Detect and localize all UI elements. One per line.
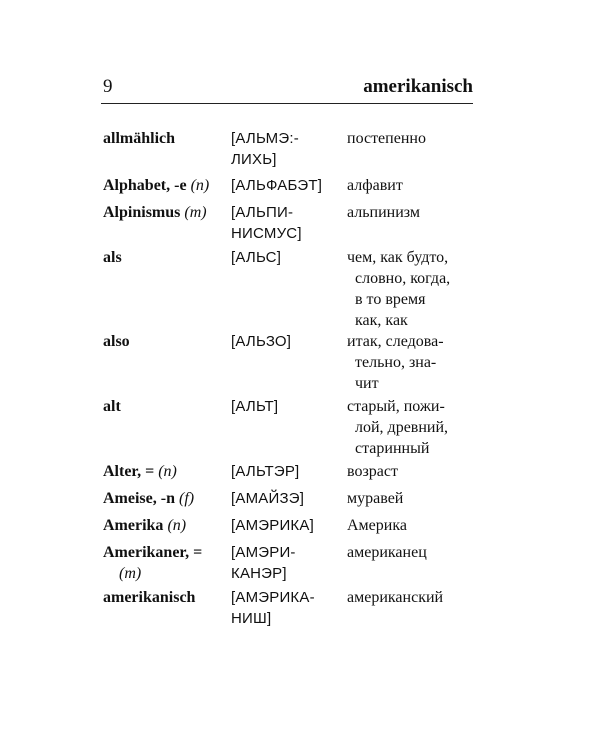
russian-translation: американец: [347, 544, 427, 561]
gender-marker: (m): [184, 204, 207, 221]
gender-marker: (n): [158, 463, 177, 480]
russian-translation: постепенно: [347, 130, 426, 147]
german-headword: Alter, = (n): [103, 463, 177, 480]
transcription: [АЛЬПИ- НИСМУС]: [231, 204, 302, 242]
german-headword: als: [103, 249, 122, 266]
transcription: [АЛЬТ]: [231, 398, 279, 415]
russian-translation: американский: [347, 589, 444, 606]
transcription: [АЛЬЗО]: [231, 333, 292, 350]
guide-word: amerikanisch: [363, 76, 473, 97]
german-headword: allmählich: [103, 130, 176, 147]
german-headword: alt: [103, 398, 121, 415]
transcription: [АЛЬМЭ:- ЛИХЬ]: [231, 130, 299, 168]
transcription: [АМЭРИКА]: [231, 517, 314, 534]
german-headword: Amerikaner, = (m): [103, 544, 203, 582]
russian-translation: Америка: [347, 517, 407, 534]
header-rule: [101, 103, 473, 104]
german-headword: Alpinismus (m): [103, 204, 207, 221]
transcription: [АЛЬФАБЭТ]: [231, 177, 323, 194]
gender-marker: (f): [178, 490, 195, 507]
page-number: 9: [103, 76, 113, 97]
russian-translation: алфавит: [347, 177, 403, 194]
russian-translation: чем, как будто, словно, когда, в то время как, как: [347, 249, 451, 329]
russian-translation: итак, следова- тельно, зна- чит: [347, 333, 444, 392]
russian-translation: старый, пожи- лой, древний, старинный: [347, 398, 449, 457]
transcription: [АМЭРИКА- НИШ]: [231, 589, 315, 627]
russian-translation: альпинизм: [347, 204, 420, 221]
transcription: [АЛЬС]: [231, 249, 282, 266]
german-headword: Amerika (n): [103, 517, 187, 534]
german-headword: Ameise, -n (f): [103, 490, 195, 507]
russian-translation: муравей: [347, 490, 404, 507]
gender-marker: (n): [190, 177, 210, 194]
page-header: [103, 76, 473, 102]
gender-marker: (n): [167, 517, 187, 534]
german-headword: Alphabet, -e (n): [103, 177, 210, 194]
russian-translation: возраст: [347, 463, 398, 480]
german-headword: also: [103, 333, 130, 350]
transcription: [АМЭРИ- КАНЭР]: [231, 544, 296, 582]
transcription: [АЛЬТЭР]: [231, 463, 300, 480]
transcription: [АМАЙЗЭ]: [231, 490, 305, 507]
german-headword: amerikanisch: [103, 589, 196, 606]
gender-marker: (m): [119, 565, 142, 582]
